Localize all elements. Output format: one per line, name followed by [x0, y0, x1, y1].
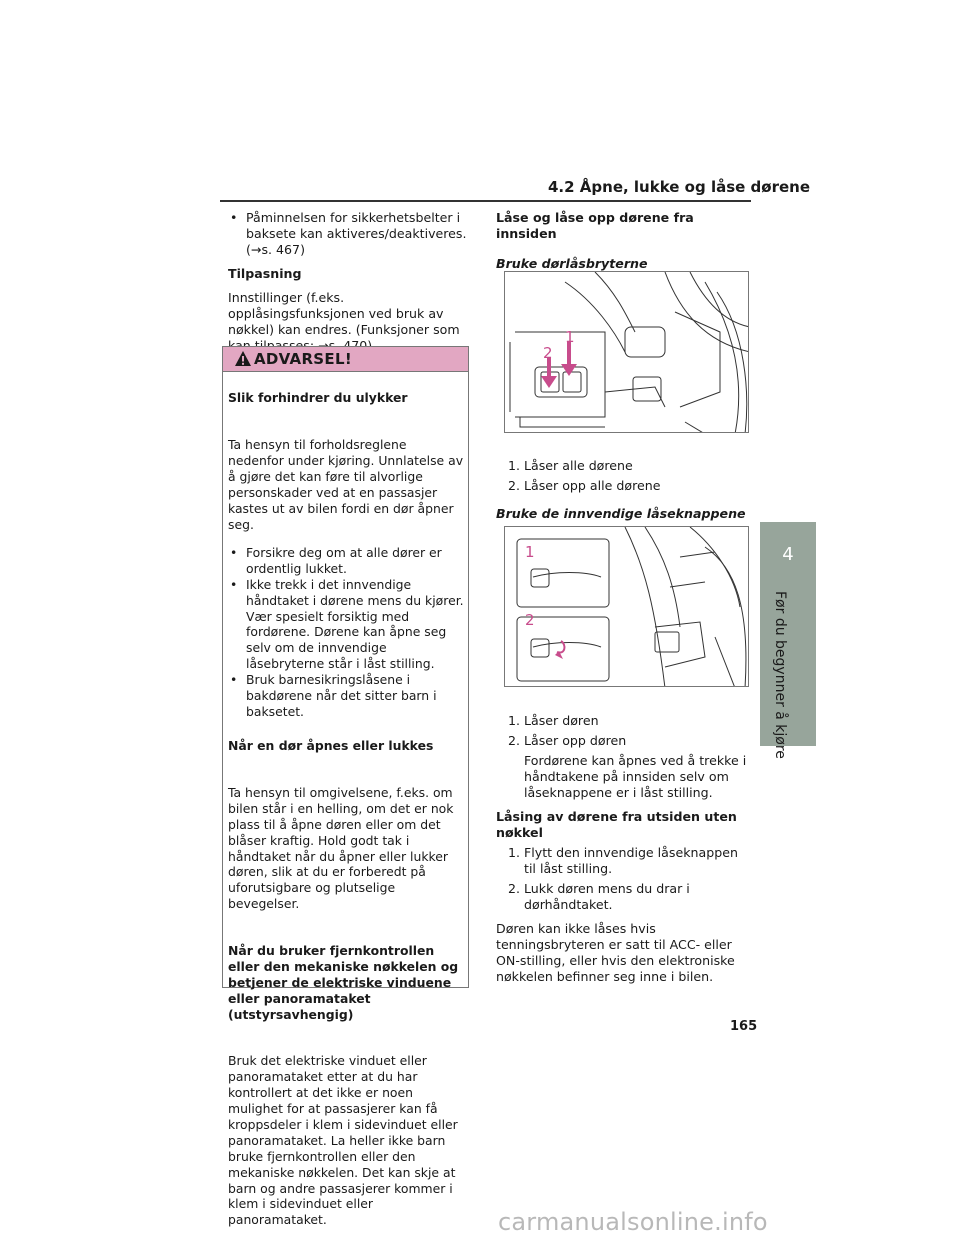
list-text: Flytt den innvendige låseknappen til låst stilling. [524, 845, 738, 876]
list-number: 1. [508, 713, 521, 728]
list-text: Låser alle dørene [524, 458, 633, 473]
list-text: Låser opp alle dørene [524, 478, 661, 493]
list-item [496, 458, 752, 474]
fig2-label-2: 2 [525, 611, 535, 629]
list-number: 2. [508, 478, 521, 493]
customization-text: Innstillinger (f.eks. opplåsingsfunksjonen ved bruk av nøkkel) kan endres. (Funksjoner som [228, 290, 460, 337]
warning-s1-text: Ta hensyn til forholdsreglene nedenfor under kjøring. Unnlatelse av å gjøre det kan føre til alvorlige personskader ved at en passasjer kastes ut av bilen fordi en dør åpner seg. [228, 437, 464, 532]
door-lock-switch-illustration [504, 271, 749, 433]
list-text: Låser opp døren [524, 733, 627, 748]
inside-lock-button-drawing [505, 527, 749, 687]
warning-s1-heading: Slik forhindrer du ulykker [228, 390, 408, 406]
page-number: 165 [730, 1019, 758, 1034]
reminder-bullet: • Påminnelsen for sikkerhetsbelter i baksete kan aktiveres/deaktiveres. (→s. 467) [228, 210, 468, 258]
list-item [496, 478, 752, 494]
chapter-number: 4 [782, 544, 794, 565]
header-rule [220, 200, 751, 202]
list-number: 2. [508, 733, 521, 748]
watermark: carmanualsonline.info [498, 1208, 768, 1236]
list-item [496, 713, 752, 729]
list-text: Lukk døren mens du drar i dørhåndtaket. [524, 881, 690, 912]
list-text: Låser døren [524, 713, 599, 728]
left-column [228, 210, 468, 354]
warning-s3-text: Bruk det elektriske vinduet eller panoramataket etter at du har kontrollert at det ikke er noen mulighet for at passasjerer kan få kroppsdeler i klem i sidevinduet eller panoramataket. La heller ikke barn bruke fjernkontrollen eller den mekaniske nøkkelen. Det kan skje at barn og andre passasjerer kommer i klem i sidevinduet eller panoramataket. [228, 1053, 458, 1228]
chapter-label: Før du begynner å kjøre [772, 591, 788, 759]
list-item [496, 845, 752, 877]
warning-triangle-icon [234, 350, 252, 368]
list-note: Fordørene kan åpnes ved å trekke i håndtakene på innsiden selv om låseknappene er i låst stilling. [524, 753, 747, 800]
warning-s2-heading: Når en dør åpnes eller lukkes [228, 738, 434, 754]
list-number: 1. [508, 845, 521, 860]
list-item [496, 881, 752, 913]
fig1-label-1: 1 [565, 328, 575, 346]
lock-outside-heading: Låsing av dørene fra utsiden uten nøkkel [496, 809, 737, 840]
chapter-tab-strip [760, 586, 816, 746]
warning-s1-bullet: • Ikke trekk i det innvendige håndtaket i dørene mens du kjører. Vær spesielt forsiktig med fordørene. Dørene kan åpne seg selv om de innvendige låsebryterne står i låst stilling. [228, 577, 464, 672]
lock-note-text: Døren kan ikke låses hvis tenningsbryteren er satt til ACC- eller ON-stilling, eller hvis den elektroniske nøkkelen befinner seg inne i bilen. [496, 921, 735, 984]
list-item [496, 733, 752, 749]
door-lock-switch-drawing [505, 272, 749, 433]
lock-inside-heading: Låse og låse opp dørene fra innsiden [496, 210, 694, 241]
inside-lock-button-subheading: Bruke de innvendige låseknappene [496, 506, 746, 521]
warning-s2-text: Ta hensyn til omgivelsene, f.eks. om bilen står i en helling, om det er nok plass til å åpne døren eller om det blåser kraftig. Hold godt tak i håndtaket når du åpner eller lukker døren, slik at du er forberedt på uforutsigbare og plutselige bevegelser. [228, 784, 454, 912]
list-number: 1. [508, 458, 521, 473]
list-number: 2. [508, 881, 521, 896]
warning-s1-bullet: • Bruk barnesikringslåsene i bakdørene når det sitter barn i baksetet. [228, 672, 464, 720]
warning-title: ADVARSEL! [254, 350, 352, 368]
section-title: 4.2 Åpne, lukke og låse dørene [548, 178, 810, 196]
warning-s3-heading: Når du bruker fjernkontrollen eller den mekaniske nøkkelen og betjener de elektriske vinduene eller panoramataket (utstyrsavhengig) [228, 942, 459, 1022]
inside-lock-button-illustration [504, 526, 749, 687]
door-lock-switch-subheading: Bruke dørlåsbryterne [496, 256, 648, 271]
warning-body [228, 378, 464, 1241]
fig2-label-1: 1 [525, 543, 535, 561]
warning-s1-bullet: • Forsikre deg om at alle dører er ordentlig lukket. [228, 545, 464, 577]
fig1-label-2: 2 [543, 344, 553, 362]
customization-heading: Tilpasning [228, 266, 302, 281]
